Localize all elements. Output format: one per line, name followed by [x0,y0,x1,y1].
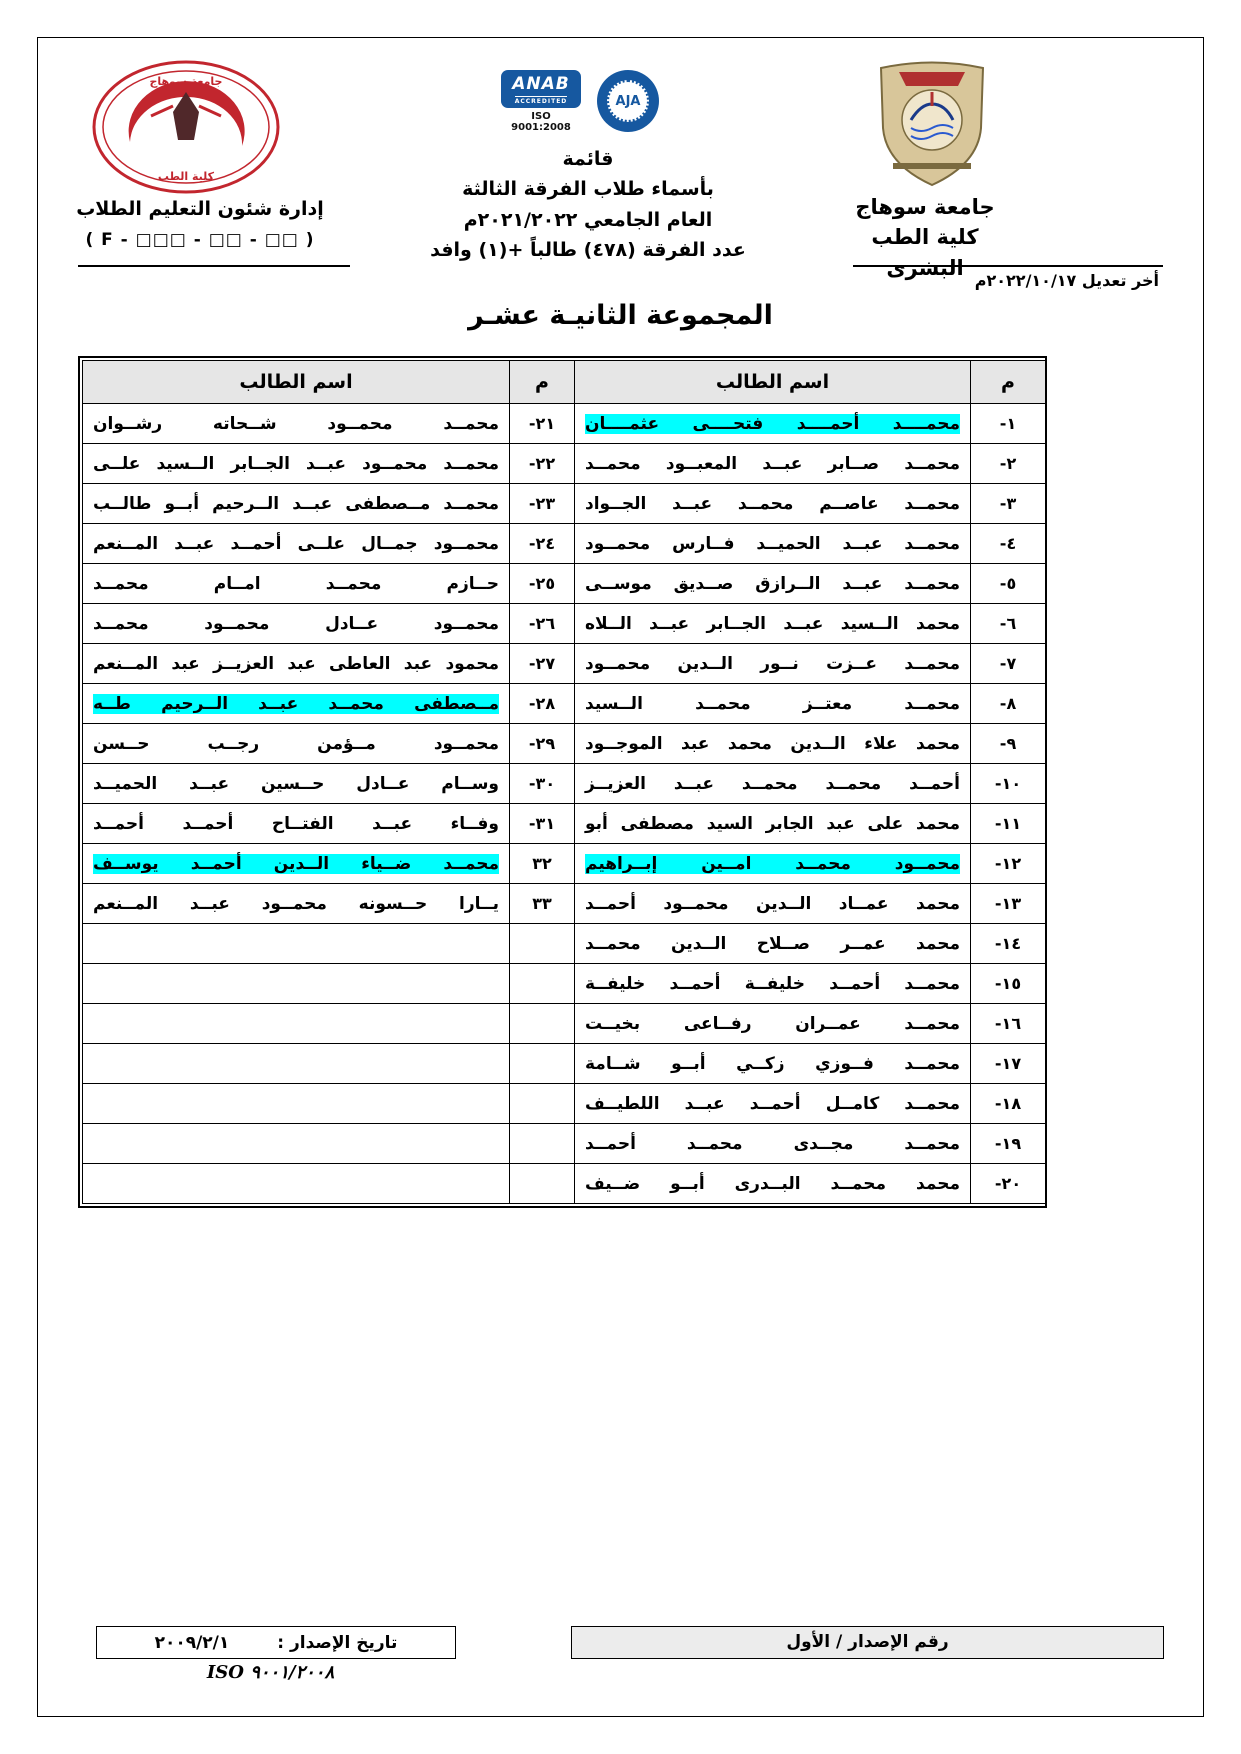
table-row [83,484,1046,524]
row-number: ١٣- [971,884,1046,924]
row-number [510,1004,575,1044]
issue-number-box: رقم الإصدار / الأول [571,1626,1164,1659]
list-title: قائمة [562,148,614,170]
student-name: محمــد عبــد الحميــد فــارس محمــود [575,524,971,564]
anab-badge [501,70,581,108]
row-number: ٣- [971,484,1046,524]
row-number [510,964,575,1004]
student-name: محمــد مجــدى محمــد أحمــد [575,1124,971,1164]
student-name: محمــد كامــل أحمــد عبــد اللطيــف [575,1084,971,1124]
table-row [83,964,1046,1004]
student-name: محمــــد أحمــــد فتحــــى عثمــــان [575,404,971,444]
student-name: محمــد محمــود عبــد الجــابر الــسيد علــى [83,444,510,484]
col-header-name-left: اسم الطالب [83,361,510,404]
row-number: ١١- [971,804,1046,844]
row-number: ١٢- [971,844,1046,884]
table-header-row [83,361,1046,404]
student-name: محمــد عاصــم محمــد عبــد الجــواد [575,484,971,524]
aja-label: AJA [607,80,649,122]
student-name [83,924,510,964]
row-number: ٢٤- [510,524,575,564]
student-name: محمــد مــصطفى عبــد الــرحيم أبــو طالــب [83,484,510,524]
row-number: ٣٣ [510,884,575,924]
student-name: محمــد عمــران رفــاعى بخيــت [575,1004,971,1044]
row-number [510,924,575,964]
row-number [510,1044,575,1084]
row-number: ٢٢- [510,444,575,484]
table-row [83,764,1046,804]
row-number: ٧- [971,644,1046,684]
iso-certificate-label: ISO ٩٠٠١/٢٠٠٨ [206,1662,335,1683]
student-name [83,964,510,1004]
student-name [83,1124,510,1164]
student-table [82,360,1046,1204]
student-name: محمد عمــاد الــدين محمــود أحمــد [575,884,971,924]
row-number: ١- [971,404,1046,444]
faculty-name: كلية الطب البشرى [871,225,979,280]
row-number: ٢٦- [510,604,575,644]
anab-accredited-label: ACCREDITED [514,98,568,105]
table-row [83,444,1046,484]
table-row [83,564,1046,604]
group-title: المجموعة الثانيـة عشـر [468,300,773,331]
student-name [83,1164,510,1204]
student-name: محمــود محمــد امــين إبــراهيم [575,844,971,884]
right-divider [853,265,1163,267]
row-number: ٢- [971,444,1046,484]
table-row [83,404,1046,444]
student-name [83,1044,510,1084]
table-row [83,924,1046,964]
row-number: ١٥- [971,964,1046,1004]
list-subtitle: بأسماء طلاب الفرقة الثالثة [462,178,714,201]
row-number [510,1124,575,1164]
table-row [83,1004,1046,1044]
row-number: ٢٣- [510,484,575,524]
student-name: محمــد محمــود شــحاته رشــوان [83,404,510,444]
row-number: ٤- [971,524,1046,564]
row-number: ٢٠- [971,1164,1046,1204]
class-count: عدد الفرقة (٤٧٨) طالباً +(١) وافد [430,239,746,262]
student-name: وفــاء عبــد الفتــاح أحمــد أحمــد [83,804,510,844]
aja-logo [597,70,659,132]
issue-date-box [96,1626,456,1659]
student-name: محمــد عــزت نــور الــدين محمــود [575,644,971,684]
student-name: محمــد ضــياء الــدين أحمــد يوســف [83,844,510,884]
student-name: محمد عمــر صــلاح الــدين محمــد [575,924,971,964]
table-row [83,1044,1046,1084]
row-number [510,1084,575,1124]
col-header-name-right: اسم الطالب [575,361,971,404]
row-number: ٦- [971,604,1046,644]
table-row [83,684,1046,724]
left-divider [78,265,350,267]
student-name: محمد الــسيد عبــد الجــابر عبــد الــلاه [575,604,971,644]
university-emblem-graphic [871,54,993,190]
table-row [83,1164,1046,1204]
student-name: محمــد معتــز محمــد الــسيد [575,684,971,724]
row-number: ٩- [971,724,1046,764]
row-number: ٣٢ [510,844,575,884]
student-name: محمد على عبد الجابر السيد مصطفى أبو [575,804,971,844]
table-row [83,1084,1046,1124]
row-number [510,1164,575,1204]
page-frame [37,37,1204,1717]
table-row [83,1124,1046,1164]
row-number: ٨- [971,684,1046,724]
university-name: جامعة سوهاج [855,195,995,219]
row-number: ١٤- [971,924,1046,964]
table-row [83,644,1046,684]
col-header-number-right: م [971,361,1046,404]
student-name: مــصطفى محمــد عبــد الــرحيم طــه [83,684,510,724]
faculty-logo [90,58,282,200]
student-name [83,1004,510,1044]
row-number: ٣١- [510,804,575,844]
row-number: ١٠- [971,764,1046,804]
student-name: حــازم محمــد امــام محمــد [83,564,510,604]
issue-date-label: تاريخ الإصدار : [277,1632,398,1653]
certification-logos [450,70,710,133]
row-number: ٢٩- [510,724,575,764]
document-header [38,38,1203,298]
svg-text:جامعة سوهاج: جامعة سوهاج [149,75,223,88]
list-header-block [393,144,783,266]
row-number: ١٦- [971,1004,1046,1044]
table-row [83,884,1046,924]
row-number: ١٧- [971,1044,1046,1084]
student-name: يــارا حــسونه محمــود عبــد المــنعم [83,884,510,924]
anab-label: ANAB [512,74,570,94]
table-row [83,724,1046,764]
row-number: ٣٠- [510,764,575,804]
university-name-block [835,192,1015,283]
row-number: ٢٥- [510,564,575,604]
table-row [83,844,1046,884]
anab-iso-label: ISO 9001:2008 [511,111,571,133]
form-code: ( F - □□□ - □□ - □□ ) [85,230,315,250]
student-name: محمــد عبــد الــرازق صــديق موســى [575,564,971,604]
row-number: ٢١- [510,404,575,444]
table-row [83,524,1046,564]
table-row [83,804,1046,844]
svg-text:كلية الطب: كلية الطب [157,170,215,183]
student-name: وســام عــادل حــسين عبــد الحميــد [83,764,510,804]
issue-date-value: ٢٠٠٩/٢/١ [154,1632,230,1653]
student-name [83,1084,510,1124]
student-name: محمود عبد العاطى عبد العزيــز عبد المــنعم [83,644,510,684]
academic-year: العام الجامعي ٢٠٢١/٢٠٢٢م [463,208,713,231]
student-name: محمــود عــادل محمــود محمــد [83,604,510,644]
student-table-body [83,404,1046,1204]
last-modified: أخر تعديل ٢٠٢٢/١٠/١٧م [974,271,1159,290]
col-header-number-left: م [510,361,575,404]
row-number: ٢٧- [510,644,575,684]
student-name: محمــد فــوزي زكــي أبــو شــامة [575,1044,971,1084]
student-name: محمد محمــد البــدرى أبــو ضــيف [575,1164,971,1204]
student-name: أحمــد محمــد محمــد عبــد العزيــز [575,764,971,804]
student-name: محمد علاء الــدين محمد عبد الموجــود [575,724,971,764]
faculty-logo-graphic [90,58,282,196]
anab-logo [501,70,581,133]
student-name: محمــود جمــال علــى أحمــد عبــد المــنعم [83,524,510,564]
row-number: ٥- [971,564,1046,604]
university-emblem [871,54,993,194]
student-name: محمــود مــؤمن رجــب حــسن [83,724,510,764]
department-line: إدارة شئون التعليم الطلاب [76,198,324,220]
row-number: ٢٨- [510,684,575,724]
row-number: ١٩- [971,1124,1046,1164]
student-table-wrap [78,356,1047,1208]
student-name: محمــد صــابر عبــد المعبــود محمــد [575,444,971,484]
student-name: محمــد أحمــد خليفــة أحمــد خليفــة [575,964,971,1004]
table-row [83,604,1046,644]
row-number: ١٨- [971,1084,1046,1124]
